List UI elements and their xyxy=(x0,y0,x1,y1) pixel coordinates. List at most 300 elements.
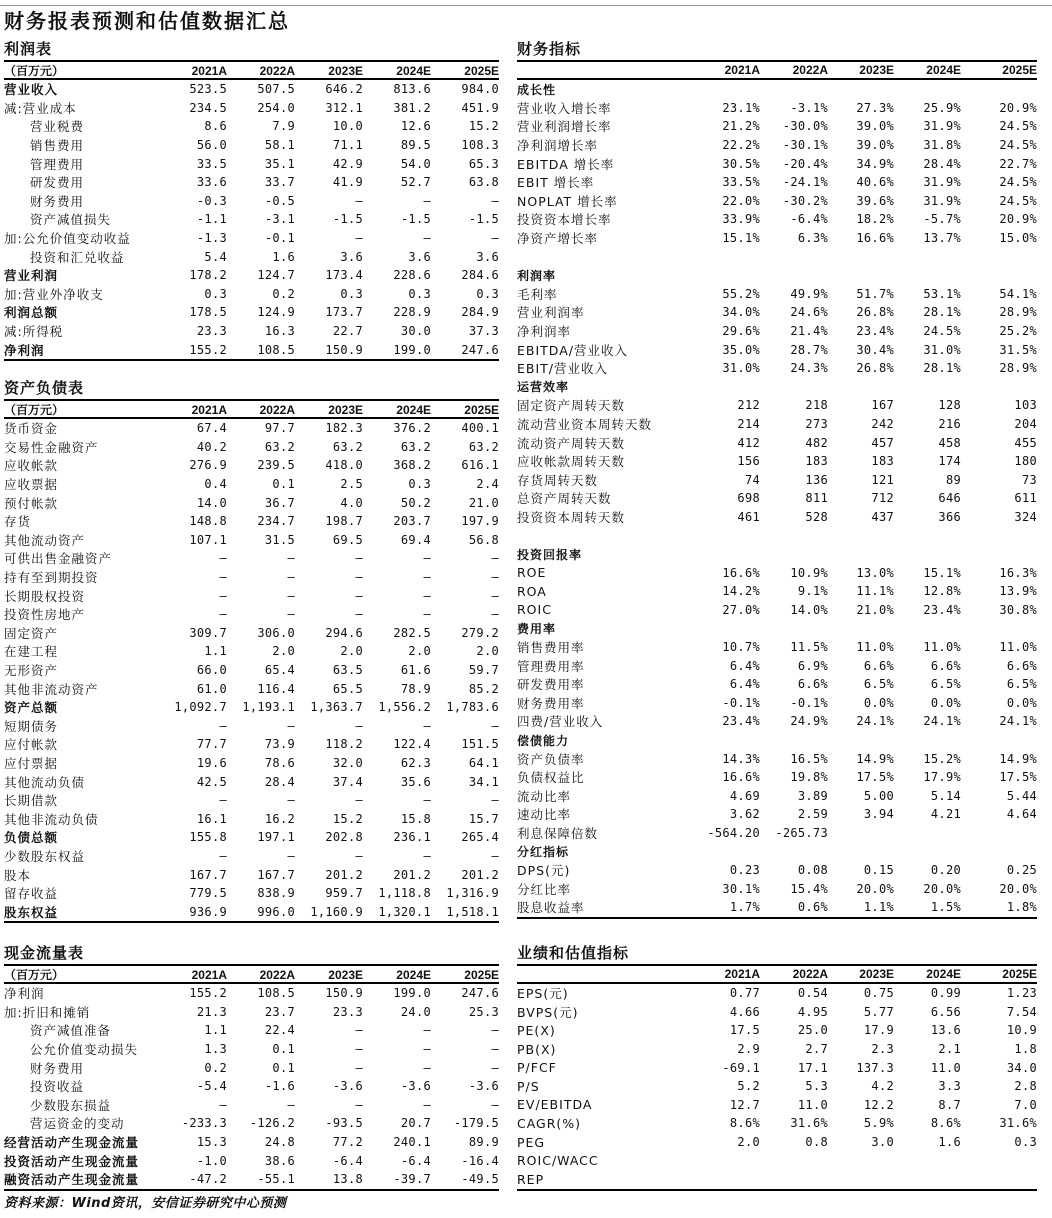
table-row xyxy=(4,865,499,884)
cell-value: 34.0 xyxy=(1006,1060,1037,1075)
cell-value: 12.8% xyxy=(923,584,961,599)
cell-value: 33.6 xyxy=(196,175,227,190)
row-label: 毛利率 xyxy=(517,286,558,302)
row-label: ROIC xyxy=(517,602,552,618)
year-header: 2023E xyxy=(328,967,363,982)
row-label: 营业收入增长率 xyxy=(517,100,612,116)
cell-value: 455 xyxy=(1014,435,1037,450)
cell-value: 228.9 xyxy=(393,305,431,320)
cell-value: 38.6 xyxy=(264,1153,295,1168)
cell-value: 646.2 xyxy=(325,82,363,97)
cell-value: 2.0 xyxy=(476,644,499,659)
cell-value: 118.2 xyxy=(325,737,363,752)
row-label: 负债总额 xyxy=(4,830,59,846)
row-label: 流动比率 xyxy=(517,788,572,804)
table-row xyxy=(517,768,1037,787)
cell-value: 33.7 xyxy=(264,175,295,190)
cell-value: 74 xyxy=(744,472,760,487)
cell-value: 698 xyxy=(737,491,760,506)
cell-value: 136 xyxy=(805,472,828,487)
cell-value: – xyxy=(355,1023,363,1038)
cell-value: 18.2% xyxy=(856,212,894,227)
year-header: 2025E xyxy=(464,63,499,78)
cell-value: -55.1 xyxy=(257,1172,295,1187)
cell-value: – xyxy=(355,193,363,208)
cell-value: 24.5% xyxy=(999,119,1037,134)
cell-value: 0.3 xyxy=(204,286,227,301)
row-label: 研发费用率 xyxy=(517,677,585,693)
row-label: EBIT 增长率 xyxy=(517,175,595,191)
cell-value: -5.4 xyxy=(196,1079,227,1094)
cell-value: 2.0 xyxy=(737,1135,760,1150)
table-row xyxy=(4,475,499,494)
row-label: 投资和汇兑收益 xyxy=(30,249,125,265)
row-label: 其他流动资产 xyxy=(4,532,86,548)
table-row xyxy=(517,1077,1037,1096)
cell-value: 15.8 xyxy=(400,811,431,826)
table-row xyxy=(4,902,499,921)
cell-value: 77.7 xyxy=(196,737,227,752)
row-label: 交易性金融资产 xyxy=(4,439,99,455)
cell-value: 3.6 xyxy=(340,249,363,264)
cell-value: – xyxy=(491,1023,499,1038)
table-row xyxy=(517,675,1037,694)
cell-value: – xyxy=(355,607,363,622)
row-label: 长期股权投资 xyxy=(4,588,86,604)
cell-value: 21.0% xyxy=(856,602,894,617)
cell-value: 167 xyxy=(871,398,894,413)
cell-value: 0.6% xyxy=(797,900,828,915)
cell-value: – xyxy=(491,1097,499,1112)
cell-value: 0.99 xyxy=(930,986,961,1001)
cell-value: 34.9% xyxy=(856,156,894,171)
table-row xyxy=(4,698,499,717)
row-label: 减:所得税 xyxy=(4,324,64,340)
row-label: 投资收益 xyxy=(30,1079,85,1095)
cell-value: 22.7 xyxy=(332,324,363,339)
year-header: 2023E xyxy=(328,402,363,417)
cell-value: 155.8 xyxy=(189,830,227,845)
cell-value: 838.9 xyxy=(257,886,295,901)
cell-value: 24.1% xyxy=(999,714,1037,729)
row-label: 资产总额 xyxy=(4,700,59,716)
table-row xyxy=(517,563,1037,582)
balance-sheet-table xyxy=(4,377,499,923)
cell-value: 0.3 xyxy=(408,477,431,492)
cell-value: 65.4 xyxy=(264,663,295,678)
cell-value: 1,316.9 xyxy=(446,886,499,901)
valuation-table xyxy=(517,942,1037,1191)
cell-value: – xyxy=(287,793,295,808)
cell-value: 284.6 xyxy=(461,268,499,283)
year-header: 2024E xyxy=(926,63,961,77)
table-row xyxy=(517,805,1037,824)
cell-value: 3.62 xyxy=(729,807,760,822)
cell-value: 15.2 xyxy=(468,119,499,134)
cell-value: 69.5 xyxy=(332,532,363,547)
cell-value: 24.1% xyxy=(856,714,894,729)
cell-value: 77.2 xyxy=(332,1135,363,1150)
cell-value: 0.3 xyxy=(408,286,431,301)
cell-value: 4.2 xyxy=(871,1079,894,1094)
table-row xyxy=(517,824,1037,843)
row-label: 短期债务 xyxy=(4,718,59,734)
cell-value: 150.9 xyxy=(325,342,363,357)
table-row xyxy=(517,489,1037,508)
cell-value: -179.5 xyxy=(453,1116,499,1131)
cell-value: 27.3% xyxy=(856,100,894,115)
cell-value: 61.0 xyxy=(196,681,227,696)
cell-value: 63.2 xyxy=(468,439,499,454)
cell-value: 50.2 xyxy=(400,495,431,510)
cell-value: 20.9% xyxy=(999,212,1037,227)
year-header: 2024E xyxy=(396,967,431,982)
cell-value: 10.9% xyxy=(790,565,828,580)
cell-value: 3.94 xyxy=(863,807,894,822)
table-row xyxy=(517,229,1037,248)
cell-value: 62.3 xyxy=(400,755,431,770)
cell-value: 183 xyxy=(871,454,894,469)
table-row xyxy=(517,340,1037,359)
row-label: 其他流动负债 xyxy=(4,774,86,790)
cell-value: 54.0 xyxy=(400,156,431,171)
table-row xyxy=(4,809,499,828)
table-row xyxy=(4,642,499,661)
cell-value: 0.08 xyxy=(797,863,828,878)
cell-value: – xyxy=(423,570,431,585)
row-label: 投资性房地产 xyxy=(4,607,86,623)
row-label: 净利润 xyxy=(4,342,45,358)
cell-value: 39.0% xyxy=(856,119,894,134)
cell-value: 15.2 xyxy=(332,811,363,826)
cell-value: 3.3 xyxy=(938,1079,961,1094)
cell-value: -20.4% xyxy=(782,156,828,171)
cell-value: 173.7 xyxy=(325,305,363,320)
year-header: 2022A xyxy=(259,967,295,982)
cell-value: 6.6% xyxy=(863,658,894,673)
cell-value: 64.1 xyxy=(468,755,499,770)
cell-value: 1,193.1 xyxy=(242,700,295,715)
cell-value: 20.0% xyxy=(999,881,1037,896)
cell-value: 9.1% xyxy=(797,584,828,599)
cell-value: 14.2% xyxy=(722,584,760,599)
cell-value: -3.6 xyxy=(332,1079,363,1094)
row-label: 净利润 xyxy=(4,986,45,1002)
cell-value: 59.7 xyxy=(468,663,499,678)
cell-value: 124.9 xyxy=(257,305,295,320)
table-row xyxy=(517,1021,1037,1040)
cell-value: – xyxy=(423,848,431,863)
table-row xyxy=(4,847,499,866)
cell-value: – xyxy=(355,718,363,733)
cell-value: – xyxy=(423,718,431,733)
cell-value: 23.4% xyxy=(923,602,961,617)
cell-value: – xyxy=(287,570,295,585)
cell-value: 4.21 xyxy=(930,807,961,822)
cell-value: 11.0% xyxy=(856,640,894,655)
row-label: 流动营业资本周转天数 xyxy=(517,416,653,432)
table-row xyxy=(4,1114,499,1133)
table-row xyxy=(517,880,1037,899)
cell-value: – xyxy=(219,793,227,808)
cell-value: -3.6 xyxy=(468,1079,499,1094)
table-row xyxy=(4,99,499,118)
table-row xyxy=(4,717,499,736)
year-header: 2021A xyxy=(191,402,227,417)
cell-value: 4.69 xyxy=(729,788,760,803)
cell-value: 616.1 xyxy=(461,458,499,473)
cell-value: 35.6 xyxy=(400,774,431,789)
cell-value: 19.8% xyxy=(790,770,828,785)
column-header-row xyxy=(517,964,1037,984)
cell-value: 122.4 xyxy=(393,737,431,752)
cell-value: 2.8 xyxy=(1014,1079,1037,1094)
row-label: 总资产周转天数 xyxy=(517,491,612,507)
cell-value: 5.4 xyxy=(204,249,227,264)
cell-value: 30.1% xyxy=(722,881,760,896)
row-label: 其他非流动资产 xyxy=(4,681,99,697)
table-row xyxy=(517,99,1037,118)
cell-value: 6.3% xyxy=(797,231,828,246)
cell-value: 39.0% xyxy=(856,138,894,153)
table-bottom-rule xyxy=(4,1189,499,1191)
row-label: 研发费用 xyxy=(30,175,85,191)
cell-value: 0.23 xyxy=(729,863,760,878)
cell-value: 150.9 xyxy=(325,986,363,1001)
cell-value: 16.6% xyxy=(856,231,894,246)
cell-value: 180 xyxy=(1014,454,1037,469)
cell-value: -233.3 xyxy=(181,1116,227,1131)
cell-value: 306.0 xyxy=(257,625,295,640)
row-label: 在建工程 xyxy=(4,644,59,660)
table-row xyxy=(517,303,1037,322)
group-heading: 运营效率 xyxy=(517,380,570,395)
cell-value: 24.5% xyxy=(999,193,1037,208)
row-label: 经营活动产生现金流量 xyxy=(4,1135,140,1151)
table-row xyxy=(517,1114,1037,1133)
section-title: 财务指标 xyxy=(517,40,582,58)
cell-value: -39.7 xyxy=(393,1172,431,1187)
year-header: 2021A xyxy=(724,967,760,981)
table-row xyxy=(4,1151,499,1170)
spacer-row xyxy=(517,526,1037,545)
cell-value: 39.6% xyxy=(856,193,894,208)
cell-value: – xyxy=(423,1060,431,1075)
cell-value: 23.1% xyxy=(722,100,760,115)
cell-value: 8.7 xyxy=(938,1097,961,1112)
table-row xyxy=(4,512,499,531)
cell-value: 201.2 xyxy=(325,867,363,882)
cell-value: 482 xyxy=(805,435,828,450)
row-label: 流动资产周转天数 xyxy=(517,435,626,451)
top-rule xyxy=(0,5,1052,6)
cell-value: 458 xyxy=(938,435,961,450)
table-row xyxy=(517,638,1037,657)
table-row xyxy=(4,884,499,903)
row-label: 应收票据 xyxy=(4,477,59,493)
cell-value: 201.2 xyxy=(461,867,499,882)
cell-value: -6.4 xyxy=(400,1153,431,1168)
cell-value: 167.7 xyxy=(189,867,227,882)
cell-value: 97.7 xyxy=(264,421,295,436)
year-header: 2022A xyxy=(792,967,828,981)
cell-value: 2.1 xyxy=(938,1042,961,1057)
year-header: 2025E xyxy=(464,402,499,417)
cell-value: 31.5% xyxy=(999,342,1037,357)
cell-value: 24.5% xyxy=(999,138,1037,153)
row-label: 减:营业成本 xyxy=(4,100,77,116)
cell-value: 3.0 xyxy=(871,1135,894,1150)
cell-value: 28.7% xyxy=(790,342,828,357)
cell-value: 273 xyxy=(805,416,828,431)
cell-value: 23.7 xyxy=(264,1004,295,1019)
cell-value: 21.3 xyxy=(196,1004,227,1019)
row-label: DPS(元) xyxy=(517,863,571,879)
row-label: 股本 xyxy=(4,867,32,883)
cell-value: 216 xyxy=(938,416,961,431)
cell-value: -30.2% xyxy=(782,193,828,208)
cell-value: – xyxy=(423,1042,431,1057)
row-label: ROA xyxy=(517,583,547,599)
cell-value: 996.0 xyxy=(257,904,295,919)
cell-value: 1.6 xyxy=(938,1135,961,1150)
table-row xyxy=(4,791,499,810)
cell-value: 15.1% xyxy=(722,231,760,246)
cell-value: 198.7 xyxy=(325,514,363,529)
cell-value: 31.0% xyxy=(722,361,760,376)
cell-value: – xyxy=(219,848,227,863)
year-header: 2024E xyxy=(396,402,431,417)
row-label: 营业收入 xyxy=(4,82,59,98)
unit-label: （百万元） xyxy=(4,968,65,982)
cell-value: 236.1 xyxy=(393,830,431,845)
cell-value: 5.9% xyxy=(863,1116,894,1131)
year-header: 2023E xyxy=(859,63,894,77)
cell-value: – xyxy=(491,588,499,603)
table-row xyxy=(517,1040,1037,1059)
cell-value: 11.1% xyxy=(856,584,894,599)
table-bottom-rule xyxy=(4,359,499,361)
cell-value: 2.3 xyxy=(871,1042,894,1057)
cell-value: 23.3 xyxy=(196,324,227,339)
cell-value: 35.0% xyxy=(722,342,760,357)
cell-value: 42.9 xyxy=(332,156,363,171)
table-row xyxy=(4,154,499,173)
cell-value: -0.1 xyxy=(264,231,295,246)
table-row xyxy=(517,694,1037,713)
row-label: CAGR(%) xyxy=(517,1115,582,1131)
cell-value: -49.5 xyxy=(461,1172,499,1187)
cell-value: 6.4% xyxy=(729,658,760,673)
cell-value: 2.7 xyxy=(805,1042,828,1057)
year-header: 2025E xyxy=(1002,967,1037,981)
cell-value: 26.8% xyxy=(856,361,894,376)
cell-value: 7.0 xyxy=(1014,1097,1037,1112)
cell-value: 0.2 xyxy=(204,1060,227,1075)
cell-value: – xyxy=(423,231,431,246)
year-header: 2021A xyxy=(191,63,227,78)
cell-value: -564.20 xyxy=(707,826,760,841)
cell-value: 11.5% xyxy=(790,640,828,655)
table-row xyxy=(4,624,499,643)
cell-value: 20.9% xyxy=(999,100,1037,115)
table-row xyxy=(4,303,499,322)
cell-value: 33.5 xyxy=(196,156,227,171)
cell-value: 20.0% xyxy=(856,881,894,896)
table-row xyxy=(4,735,499,754)
row-label: 应付票据 xyxy=(4,755,59,771)
cell-value: – xyxy=(219,607,227,622)
cell-value: 107.1 xyxy=(189,532,227,547)
table-row xyxy=(4,1040,499,1059)
cell-value: -1.1 xyxy=(196,212,227,227)
cell-value: 811 xyxy=(805,491,828,506)
cell-value: 85.2 xyxy=(468,681,499,696)
cell-value: -1.5 xyxy=(400,212,431,227)
cell-value: 23.4% xyxy=(722,714,760,729)
cell-value: 13.9% xyxy=(999,584,1037,599)
cell-value: – xyxy=(423,793,431,808)
table-row xyxy=(4,340,499,359)
cell-value: 2.59 xyxy=(797,807,828,822)
cell-value: 8.6 xyxy=(204,119,227,134)
table-row xyxy=(517,1058,1037,1077)
cell-value: -6.4 xyxy=(332,1153,363,1168)
cell-value: 13.0% xyxy=(856,565,894,580)
cell-value: 247.6 xyxy=(461,986,499,1001)
cell-value: 813.6 xyxy=(393,82,431,97)
cell-value: – xyxy=(491,718,499,733)
cell-value: 10.9 xyxy=(1006,1023,1037,1038)
cell-value: 30.5% xyxy=(722,156,760,171)
cell-value: 276.9 xyxy=(189,458,227,473)
cell-value: 4.66 xyxy=(729,1004,760,1019)
group-heading: 成长性 xyxy=(517,82,557,97)
row-label: 营业税费 xyxy=(30,119,85,135)
cell-value: – xyxy=(355,793,363,808)
cell-value: 28.1% xyxy=(923,305,961,320)
cell-value: 279.2 xyxy=(461,625,499,640)
cell-value: 19.6 xyxy=(196,755,227,770)
row-label: 销售费用 xyxy=(30,138,85,154)
cell-value: 11.0% xyxy=(999,640,1037,655)
row-label: 投资活动产生现金流量 xyxy=(4,1153,140,1169)
cell-value: – xyxy=(491,1060,499,1075)
cell-value: – xyxy=(287,848,295,863)
cell-value: 0.1 xyxy=(272,1042,295,1057)
cell-value: 155.2 xyxy=(189,986,227,1001)
table-row xyxy=(4,1003,499,1022)
row-label: PEG xyxy=(517,1134,546,1150)
cell-value: 234.5 xyxy=(189,100,227,115)
cell-value: 5.77 xyxy=(863,1004,894,1019)
cell-value: 24.8 xyxy=(264,1135,295,1150)
cell-value: 63.8 xyxy=(468,175,499,190)
cell-value: 234.7 xyxy=(257,514,295,529)
row-label: 资产减值损失 xyxy=(30,212,112,228)
row-label: ROIC/WACC xyxy=(517,1153,599,1169)
table-row xyxy=(4,772,499,791)
cell-value: 1,556.2 xyxy=(378,700,431,715)
table-row xyxy=(517,1096,1037,1115)
cell-value: 73 xyxy=(1021,472,1037,487)
cell-value: 197.9 xyxy=(461,514,499,529)
row-label: ROE xyxy=(517,565,547,581)
cell-value: 14.0% xyxy=(790,602,828,617)
cell-value: 24.5% xyxy=(923,324,961,339)
table-row xyxy=(4,266,499,285)
cell-value: – xyxy=(423,588,431,603)
